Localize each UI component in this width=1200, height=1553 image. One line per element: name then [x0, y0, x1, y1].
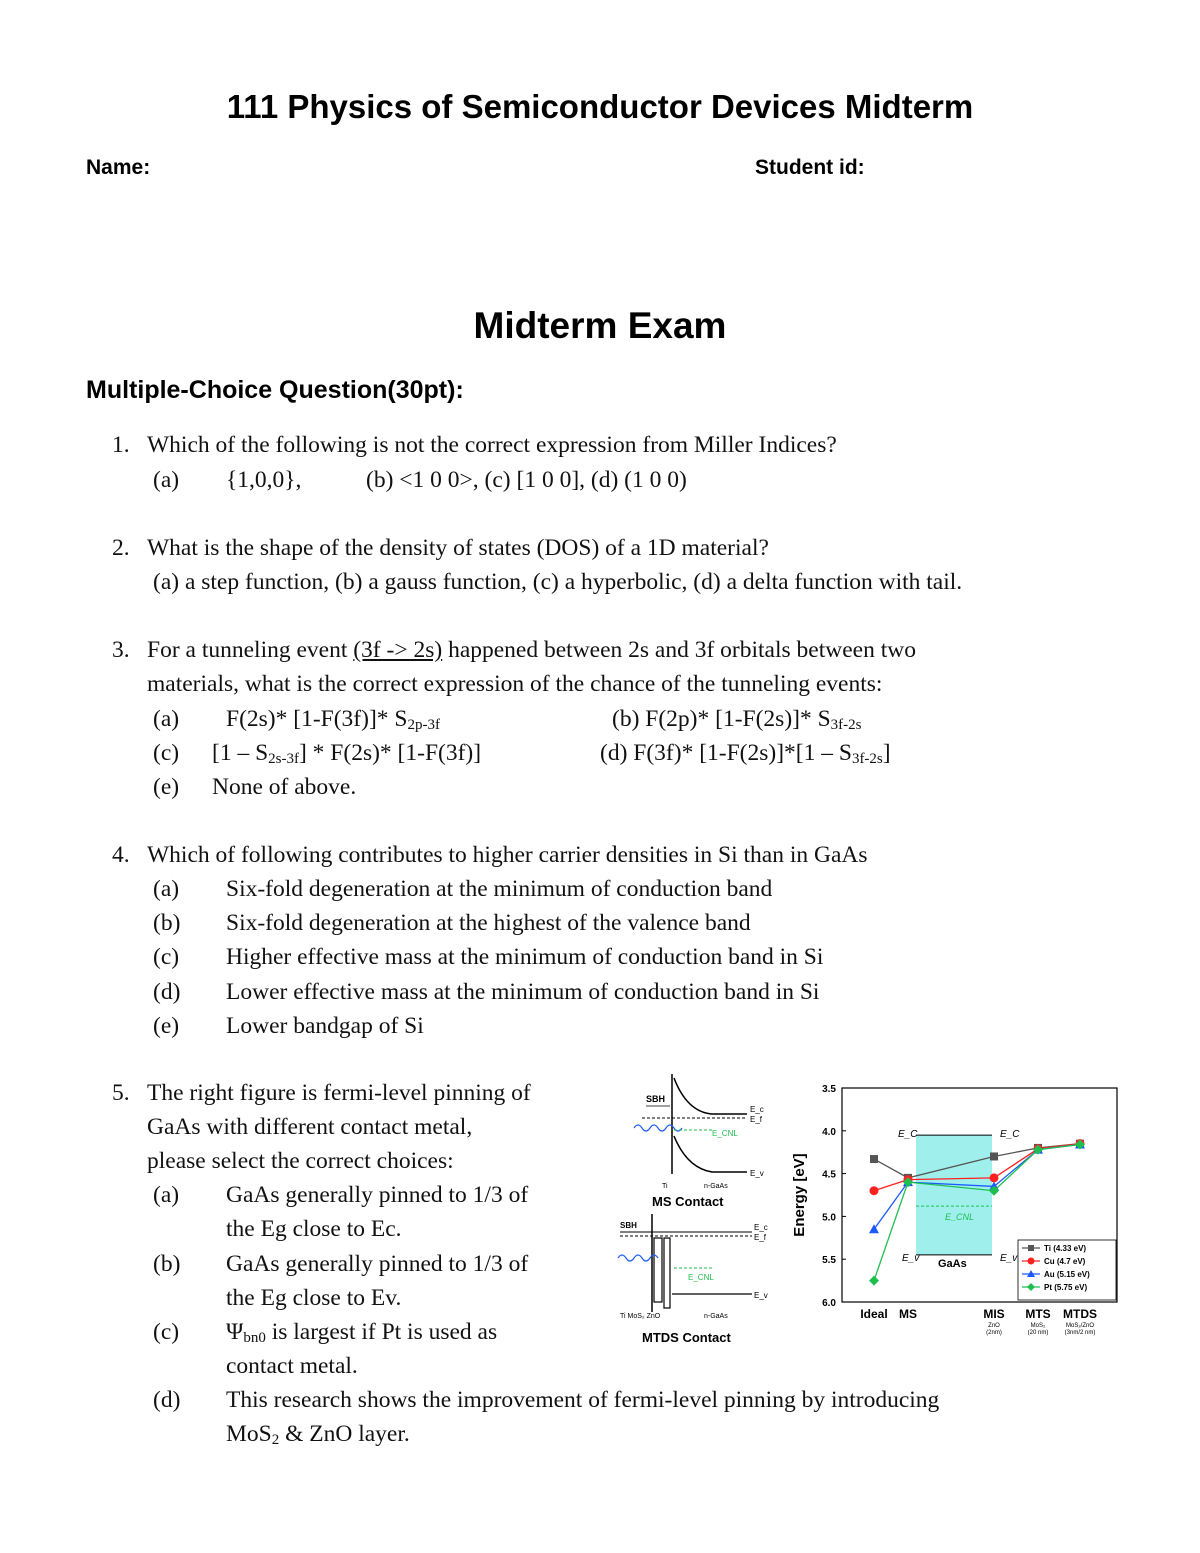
question-1-options-bcd: (b) <1 0 0>, (c) [1 0 0], (d) (1 0 0) — [366, 467, 687, 493]
mtds-zno-layer — [664, 1238, 670, 1308]
legend-label: Ti (4.33 eV) — [1044, 1244, 1087, 1253]
question-3-option-b-text: (b) F(2p)* [1-F(2s)]* S — [612, 706, 831, 732]
mtds-mos2-layer — [654, 1238, 662, 1302]
data-point — [990, 1152, 998, 1160]
data-point — [870, 1155, 878, 1163]
question-5-option-c-line1 — [226, 1319, 497, 1347]
mtds-ev-label: E_v — [754, 1291, 768, 1300]
question-4-option-letter: (a) — [153, 876, 180, 902]
question-3-option-b-sub: 3f-2s — [830, 717, 862, 733]
x-tick-sublabel: MoS₂/ZnO — [1065, 1323, 1095, 1329]
question-3-text-pre: For a tunneling event — [147, 637, 354, 663]
y-tick-label: 3.5 — [822, 1084, 836, 1095]
question-5-line2: GaAs with different contact metal, — [147, 1114, 473, 1140]
x-tick-label: MTDS — [1063, 1307, 1097, 1321]
x-tick-label: Ideal — [860, 1307, 888, 1321]
question-3-option-c-letter: (c) — [153, 740, 180, 766]
mtds-ef-label: E_f — [754, 1233, 767, 1242]
legend-label: Au (5.15 eV) — [1044, 1270, 1090, 1279]
legend-label: Pt (5.75 eV) — [1044, 1283, 1088, 1292]
data-point — [869, 1276, 879, 1286]
question-3-option-d-post: ] — [882, 740, 891, 766]
question-3-option-e: None of above. — [212, 774, 357, 800]
legend-marker — [1028, 1258, 1035, 1265]
name-label: Name: — [86, 156, 151, 179]
gaas-ev-label: E_v — [902, 1252, 920, 1264]
mtds-ec-label: E_c — [754, 1223, 768, 1232]
question-5-option-d-letter: (d) — [153, 1387, 181, 1413]
ms-ec-curve — [674, 1078, 747, 1114]
question-5-option-b-line2: the Eg close to Ev. — [226, 1285, 402, 1311]
question-5-option-c-line2: contact metal. — [226, 1353, 358, 1379]
question-3-option-b — [612, 706, 862, 734]
question-4-option-text: Lower effective mass at the minimum of conduction band in Si — [226, 979, 820, 1005]
question-3-text — [147, 637, 916, 664]
question-4-option-letter: (c) — [153, 944, 180, 970]
x-tick-label: MTS — [1025, 1307, 1051, 1321]
question-1-text: Which of the following is not the correct expression from Miller Indices? — [147, 432, 837, 458]
data-point — [870, 1186, 879, 1195]
question-4-option-text: Six-fold degeneration at the minimum of conduction band — [226, 876, 773, 902]
question-2-text: What is the shape of the density of states (DOS) of a 1D material? — [147, 535, 769, 561]
question-5-option-b-letter: (b) — [153, 1251, 181, 1277]
gaas-gap-box — [916, 1135, 992, 1255]
question-5-option-a-line1: GaAs generally pinned to 1/3 of — [226, 1182, 529, 1208]
question-5-option-d-line1: This research shows the improvement of fermi-level pinning by introducing — [226, 1387, 940, 1413]
psi-symbol: Ψ — [226, 1319, 244, 1345]
y-tick-label: 4.5 — [822, 1169, 836, 1181]
ms-sbh-label: SBH — [646, 1094, 666, 1104]
ms-ecnl-label: E_CNL — [712, 1129, 738, 1138]
gaas-ev-label-right: E_v — [1000, 1252, 1018, 1264]
gaas-ec-label: E_C — [898, 1129, 918, 1141]
question-5-number: 5. — [112, 1080, 130, 1106]
energy-chart — [791, 1084, 1117, 1336]
question-3-option-a-letter: (a) — [153, 706, 180, 732]
mos2-sub: 2 — [271, 1432, 280, 1448]
question-3-option-d-sub: 3f-2s — [851, 751, 883, 767]
question-2-options: (a) a step function, (b) a gauss function, (c) a hyperbolic, (d) a delta function with tail. — [153, 569, 963, 595]
fermi-pinning-figure — [612, 1072, 1132, 1362]
question-5-option-b-line1: GaAs generally pinned to 1/3 of — [226, 1251, 529, 1277]
question-5-option-c-post: is largest if Pt is used as — [265, 1319, 498, 1345]
question-5-option-c-letter: (c) — [153, 1319, 180, 1345]
mtds-ngaas-label: n-GaAs — [704, 1313, 728, 1320]
ms-ev-label: E_v — [750, 1169, 764, 1178]
psi-sub: bn0 — [243, 1330, 266, 1346]
mtds-layers-label: Ti MoS₂ ZnO — [620, 1313, 661, 1320]
question-5-option-d-post: & ZnO layer. — [279, 1421, 410, 1447]
ms-ec-label: E_c — [750, 1105, 764, 1114]
x-tick-sublabel: (3nm/2 nm) — [1064, 1330, 1096, 1336]
x-tick-sublabel: ZnO — [988, 1323, 1000, 1329]
question-3-option-d — [600, 740, 891, 768]
x-tick-sublabel: (20 nm) — [1027, 1330, 1049, 1336]
mtds-contact-label: MTDS Contact — [642, 1330, 731, 1345]
question-3-option-a-sub: 2p-3f — [407, 717, 440, 733]
question-4-option-letter: (e) — [153, 1013, 180, 1039]
question-5-line3: please select the correct choices: — [147, 1148, 454, 1174]
question-4-option-letter: (b) — [153, 910, 181, 936]
question-4-option-letter: (d) — [153, 979, 181, 1005]
gaas-label: GaAs — [938, 1257, 967, 1270]
figure-svg — [612, 1072, 1132, 1362]
question-3-number: 3. — [112, 637, 130, 663]
question-2-number: 2. — [112, 535, 130, 561]
question-1-number: 1. — [112, 432, 130, 458]
question-4-option-text: Lower bandgap of Si — [226, 1013, 424, 1039]
question-4-number: 4. — [112, 842, 130, 868]
question-3-option-c-pre: [1 – S — [212, 740, 269, 766]
legend-marker — [1028, 1245, 1034, 1251]
ms-band-diagram — [634, 1074, 764, 1209]
question-4-text: Which of following contributes to higher carrier densities in Si than in GaAs — [147, 842, 868, 868]
y-tick-label: 5.0 — [822, 1212, 836, 1224]
gaas-ecnl-label: E_CNL — [945, 1212, 975, 1223]
x-tick-label: MIS — [983, 1307, 1005, 1321]
question-3-text-post: happened between 2s and 3f orbitals between two — [442, 637, 916, 663]
mtds-ecnl-label: E_CNL — [688, 1273, 714, 1282]
question-4-option-text: Six-fold degeneration at the highest of the valence band — [226, 910, 751, 936]
mtds-sbh-label: SBH — [620, 1221, 637, 1230]
y-axis-label: Energy [eV] — [791, 1153, 808, 1237]
ms-ti-label: Ti — [662, 1183, 668, 1190]
section-title: Multiple-Choice Question(30pt): — [86, 376, 464, 404]
question-3-option-c — [212, 740, 481, 768]
student-id-label: Student id: — [755, 156, 865, 179]
gaas-ec-label-right: E_C — [1000, 1129, 1020, 1141]
question-3-option-e-letter: (e) — [153, 774, 180, 800]
exam-title: Midterm Exam — [473, 305, 727, 346]
ms-ev-curve — [674, 1136, 747, 1172]
question-3-option-a-text: F(2s)* [1-F(3f)]* S — [226, 706, 408, 732]
question-3-option-c-sub: 2s-3f — [268, 751, 299, 767]
ms-ngaas-label: n-GaAs — [704, 1183, 728, 1190]
question-3-option-c-post: ] * F(2s)* [1-F(3f)] — [298, 740, 482, 766]
question-1-option-a: {1,0,0}, — [226, 467, 302, 493]
y-tick-label: 4.0 — [822, 1126, 836, 1138]
x-tick-label: MS — [899, 1307, 917, 1321]
question-1-option-a-letter: (a) — [153, 467, 180, 493]
legend-label: Cu (4.7 eV) — [1044, 1257, 1086, 1266]
ms-ef-label: E_f — [750, 1115, 763, 1124]
x-tick-sublabel: MoS₂ — [1030, 1323, 1046, 1329]
mos2-text: MoS — [226, 1421, 272, 1447]
question-3-option-a — [226, 706, 440, 734]
data-point — [869, 1224, 879, 1233]
question-3-text-line2: materials, what is the correct expression of the chance of the tunneling events: — [147, 671, 883, 697]
question-4-option-text: Higher effective mass at the minimum of conduction band in Si — [226, 944, 824, 970]
x-tick-sublabel: (2nm) — [986, 1330, 1002, 1336]
question-3-text-underlined: (3f -> 2s) — [353, 637, 443, 663]
y-tick-label: 5.5 — [822, 1255, 836, 1267]
ms-contact-label: MS Contact — [652, 1194, 724, 1209]
y-tick-label: 6.0 — [822, 1298, 836, 1309]
mtds-band-diagram — [618, 1214, 768, 1345]
page-title: 111 Physics of Semiconductor Devices Midterm — [226, 88, 974, 125]
question-5-option-a-letter: (a) — [153, 1182, 180, 1208]
data-point — [990, 1173, 999, 1182]
question-3-option-d-pre: (d) F(3f)* [1-F(2s)]*[1 – S — [600, 740, 852, 766]
question-5-option-d-line2 — [226, 1421, 410, 1449]
question-5-option-a-line2: the Eg close to Ec. — [226, 1216, 402, 1242]
question-5-line1: The right figure is fermi-level pinning of — [147, 1080, 531, 1106]
